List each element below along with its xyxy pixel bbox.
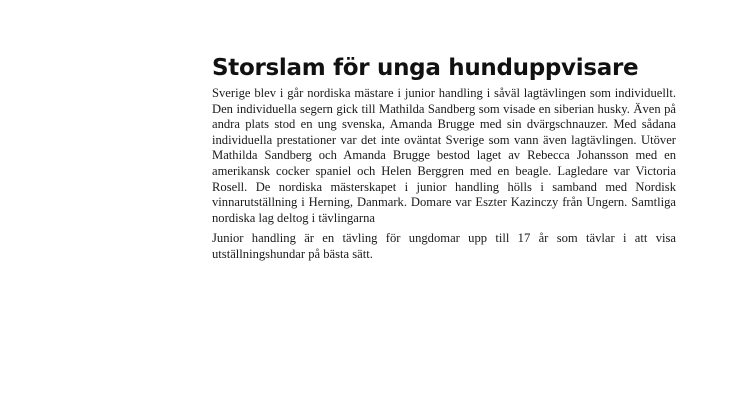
article-paragraph-1: Sverige blev i går nordiska mästare i junior handling i såväl lagtävlingen som individuellt. Den individuella segern gick till Mathilda Sandberg som visade en siberian husky. Även på andra plats stod en ung svenska, Amanda Brugge med sin dvärgschnauzer. Med sådana individuella prestationer var det inte oväntat Sverige som vann även lagtävlingen. Utöver Mathilda Sandberg och Amanda Brugge bestod laget av Rebecca Johansson med en amerikansk cocker spaniel och Helen Berggren med en beagle. Lagledare var Victoria Rosell. De nordiska mästerskapet i junior handling hölls i samband med Nordisk vinnarutställning i Herning, Danmark. Domare var Eszter Kazinczy från Ungern. Samtliga nordiska lag deltog i tävlingarna — [212, 86, 676, 225]
article-paragraph-2: Junior handling är en tävling för ungdomar upp till 17 år som tävlar i att visa utställningshundar på bästa sätt. — [212, 231, 676, 261]
article — [212, 54, 676, 263]
article-headline: Storslam för unga hunduppvisare — [212, 55, 639, 81]
